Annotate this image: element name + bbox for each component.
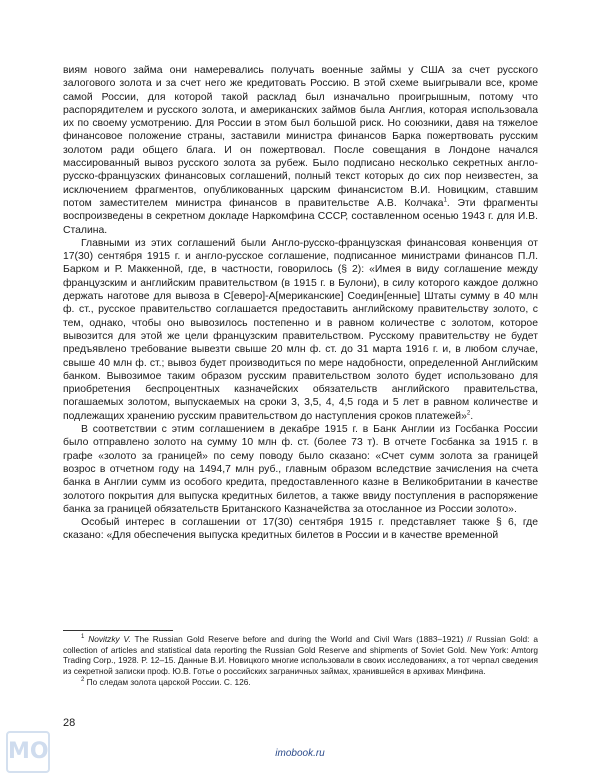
footnote-1: $^1$ Novitzky V. The Russian Gold Reserve before and during the World and Civil Wars (1883–1921) // Russian Gold: a collection of articles and statistical data reporting the Russian Gold Reserve and shipments of Soviet Gold. New York: Amtorg Trading Corp., 1928. P. 12–15. Данные В.И. Новицкого многие использовали в своих исследованиях, а тот черпал сведения из секретной записки проф. Ю.В. Готье о российских заграничных займах, хранившейся в архивах Минфина. — [63, 634, 538, 676]
footnote-2: $^2$ По следам золота царской России. С. 126. — [81, 677, 251, 688]
footnote-ref-1: 1 — [443, 197, 447, 204]
footnotes — [63, 634, 538, 689]
footnote-ref-2: 2 — [466, 410, 471, 417]
site-link[interactable]: imobook.ru — [275, 748, 325, 759]
main-text — [63, 64, 538, 543]
paragraph-2: Главными из этих соглашений были Англо-русско-французская финансовая конвенция от 17(30) сентября 1915 г. и англо-русское соглашение, подписанное министрами финансов П.Л. Барком и Р. Маккенной, где, в частности, говорилось (§ 2): «Имея в виду соглашение между французским и английским правительством (в 1915 г. в Булони), в силу которого каждое должно держать наготове для вывоза в С[еверо]-А[мериканские] Соедин[енные] Штаты сумму в 40 млн ф. ст., русское правительство соглашается предоставить английскому правительству золото, с тем, однако, чтобы оно вывозилось постепенно и в равном количестве с золотом, которое вывозится для этой же цели французским правительством. Русскому правительству не будет предъявлено требование вывезти свыше 20 млн ф. ст. до 31 марта 1916 г. и, в любом случае, свыше 40 млн ф. ст.; вывоз будет производиться по мере надобности, определенной Английским банком. Вывозимое таким образом русским правительством золото будет использовано для приобретения беспроцентных казначейских обязательств английского правительства, погашаемых золотом, выпускаемых на сроки 3, 3,5, 4, 4,5 года и 5 лет в равном количестве и подлежащих хранению русским правительством до наступления сроков платежей»$^2$. — [63, 237, 538, 422]
paragraph-3: В соответствии с этим соглашением в декабре 1915 г. в Банк Англии из Госбанка России было отправлено золото на сумму 10 млн ф. ст. (более 73 т). В отчете Госбанка за 1915 г. в графе «золото за границей» по сему поводу было сказано: «Счет сумм золота за границей возрос в отчетном году на 1494,7 млн руб., главным образом вследствие зачисления на счета банка в Англии сумм из особого кредита, предоставленного казне в Великобритании в качестве золотого покрытия для выпуска кредитных билетов, а также ввиду поступления в распоряжение банка за границей обязательств Британского Казначейства за отосланное из России золото». — [63, 424, 538, 515]
footnote-divider — [63, 630, 173, 631]
page-number: 28 — [63, 717, 76, 729]
paragraph-4: Особый интерес в соглашении от 17(30) сентября 1915 г. представляет также § 6, где сказано: «Для обеспечения выпуска кредитных билетов в России и в качестве временной — [63, 517, 538, 542]
publisher-logo: МО — [6, 731, 50, 773]
paragraph-1: виям нового займа они намеревались получать военные займы у США за счет русского залогового золота и за счет него же кредитовать Россию. В этой схеме выигрывали все, кроме самой России, для которой такой расклад был изначально проигрышным, потому что распорядителем и русского золота, и американских займов была Англия, которая использовала их по своему усмотрению. Для России в этом был большой риск. Но союзники, давя на тяжелое финансовое положение страны, заставили министра финансов Барка пожертвовать русским золотом ради общего блага. И он пожертвовал. После совещания в Лондоне начался массированный вывоз русского золота за рубеж. Было подписано несколько секретных англо-русско-французских финансовых соглашений, полный текст которых до сих пор неизвестен, за исключением фрагментов, опубликованных царским финансистом В.И. Новицким, ставшим потом заместителем министра финансов в правительстве А.В. Колчака$^1$. Эти фрагменты воспроизведены в секретном докладе Наркомфина СССР, составленном осенью 1943 г. для И.В. Сталина. — [63, 65, 538, 236]
